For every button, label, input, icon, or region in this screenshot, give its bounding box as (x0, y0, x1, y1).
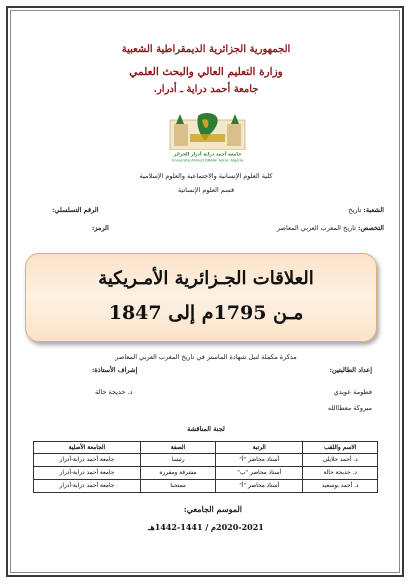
column-header: الجامعة الأصلية (34, 442, 141, 454)
specialization-row (277, 224, 384, 232)
logo-name-ar: جامعة أحمد دراية أدرار الجزائر (173, 152, 242, 158)
title-box (25, 253, 377, 342)
branch-value: تاريخ (348, 206, 362, 214)
branch-label: الشعبة: (363, 206, 384, 214)
logo-name-fr: Université Ahmed DRAIA- Adrar- Algérie (171, 158, 244, 163)
table-row (34, 454, 378, 467)
faculty-name: كلية العلوم الإنسانية والاجتماعية والعلوم الإسلامية (139, 172, 273, 180)
column-header: الرتبة (216, 442, 303, 454)
column-header: الاسم واللقب (303, 442, 378, 454)
supervisor-label: إشراف الأستاذة: (92, 366, 138, 374)
table-cell: أستاذ محاضر "أ" (216, 480, 303, 493)
table-cell: جامعة أحمد دراية-أدرار (34, 467, 141, 480)
department-name: قسم العلوم الإنسانية (177, 186, 235, 194)
academic-year-label: الموسم الجامعي: (183, 504, 242, 514)
table-cell: ممتحنا (140, 480, 215, 493)
table-cell: جامعة أحمد دراية-أدرار (34, 480, 141, 493)
student-name-2: مبروكة معطاالله (327, 404, 372, 412)
specialization-value: تاريخ المغرب العربي المعاصر (276, 224, 356, 232)
table-cell: أستاذ محاضر "أ" (216, 454, 303, 467)
academic-year-value: 2020-2021م / 1441-1442هـ (148, 522, 264, 532)
table-cell: أستاذ محاضر "ب" (216, 467, 303, 480)
code-label: الرمز: (92, 224, 109, 232)
table-cell: جامعة أحمد دراية-أدرار (34, 454, 141, 467)
table-cell: رئيسا (140, 454, 215, 467)
supervisor-name: د. خديجة حالة (95, 388, 133, 396)
committee-title: لجنة المناقشة (187, 425, 225, 433)
table-cell: مشرفة ومقررة (140, 467, 215, 480)
table-row (34, 467, 378, 480)
republic-header: الجمهورية الجزائرية الديمقراطية الشعبية (121, 44, 291, 55)
university-header: جامعة أحمد دراية ـ أدرار. (153, 84, 259, 95)
table-row (34, 480, 378, 493)
memo-statement: مذكرة مكملة لنيل شهادة الماستر في تاريخ المغرب العربي المعاصر (115, 353, 297, 361)
specialization-label: التخصص: (358, 224, 384, 232)
table-cell: د. أحمد بوسعيد (303, 480, 378, 493)
ministry-header: وزارة التعليم العالي والبحث العلمي (129, 66, 283, 78)
table-cell: د. خديجة حالة (303, 467, 378, 480)
table-header-row (34, 442, 378, 454)
students-label: إعداد الطالبتين: (329, 366, 372, 374)
serial-label: الرقم التسلسلي: (52, 206, 99, 214)
table-cell: د. أحمد جلايلي (303, 454, 378, 467)
column-header: الصفة (140, 442, 215, 454)
university-logo (150, 106, 265, 164)
branch-row (348, 206, 384, 214)
thesis-title-line1: العلاقات الجـزائرية الأمـريكية (98, 268, 314, 289)
committee-table (33, 441, 378, 493)
student-name-1: فطومة عويدي (333, 388, 372, 396)
thesis-title-line2: مـن 1795م إلى 1847 (108, 302, 304, 324)
